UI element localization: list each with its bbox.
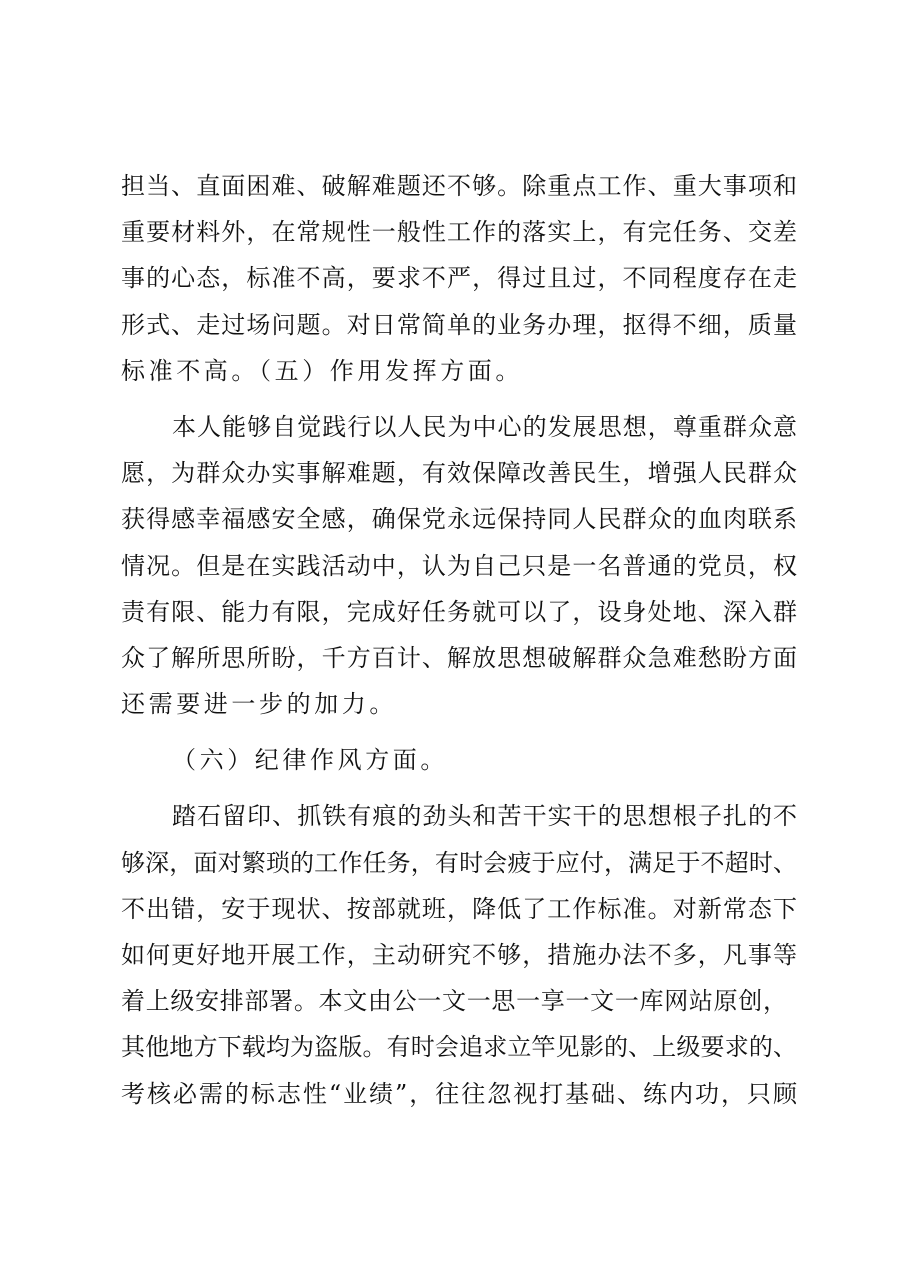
paragraph-3	[121, 737, 797, 783]
paragraph-2	[121, 404, 797, 727]
text-line: 踏石留印、抓铁有痕的劲头和苦干实干的思想根子扎的不	[172, 802, 797, 831]
text-line: 还需要进一步的加力。	[121, 690, 397, 719]
text-line: 考核必需的标志性“业绩”，往往忽视打基础、练内功，只顾	[121, 1079, 797, 1108]
text-line: 形式、走过场问题。对日常简单的业务办理，抠得不细，质量	[121, 310, 797, 339]
paragraph-4	[121, 793, 797, 1116]
section-heading: （六）纪律作风方面。	[172, 746, 448, 775]
text-line: 愿，为群众办实事解难题，有效保障改善民生，增强人民群众	[121, 459, 797, 488]
text-line: 不出错，安于现状、按部就班，降低了工作标准。对新常态下	[121, 894, 797, 923]
text-line: 情况。但是在实践活动中，认为自己只是一名普通的党员，权	[121, 551, 797, 580]
text-line: 如何更好地开展工作，主动研究不够，措施办法不多，凡事等	[121, 941, 797, 969]
paragraph-gap	[121, 727, 797, 737]
paragraph-gap	[121, 783, 797, 793]
text-line: 本人能够自觉践行以人民为中心的发展思想，尊重群众意	[172, 412, 797, 441]
paragraph-1	[121, 163, 797, 394]
text-line: 事的心态，标准不高，要求不严，得过且过，不同程度存在走	[121, 264, 797, 293]
text-line: 重要材料外，在常规性一般性工作的落实上，有完任务、交差	[121, 218, 797, 247]
text-line: 够深，面对繁琐的工作任务，有时会疲于应付，满足于不超时、	[121, 848, 797, 877]
text-line: 担当、直面困难、破解难题还不够。除重点工作、重大事项和	[121, 172, 797, 200]
text-line: 标准不高。（五）作用发挥方面。	[121, 356, 523, 385]
text-line: 众了解所思所盼，千方百计、解放思想破解群众急难愁盼方面	[121, 643, 797, 672]
paragraph-gap	[121, 394, 797, 404]
text-line: 责有限、能力有限，完成好任务就可以了，设身处地、深入群	[121, 597, 797, 626]
text-line: 其他地方下载均为盗版。有时会追求立竿见影的、上级要求的、	[121, 1033, 797, 1062]
text-line: 着上级安排部署。本文由公一文一思一享一文一库网站原创，	[121, 987, 787, 1016]
text-line: 获得感幸福感安全感，确保党永远保持同人民群众的血肉联系	[121, 505, 797, 534]
document-body	[121, 163, 797, 1117]
